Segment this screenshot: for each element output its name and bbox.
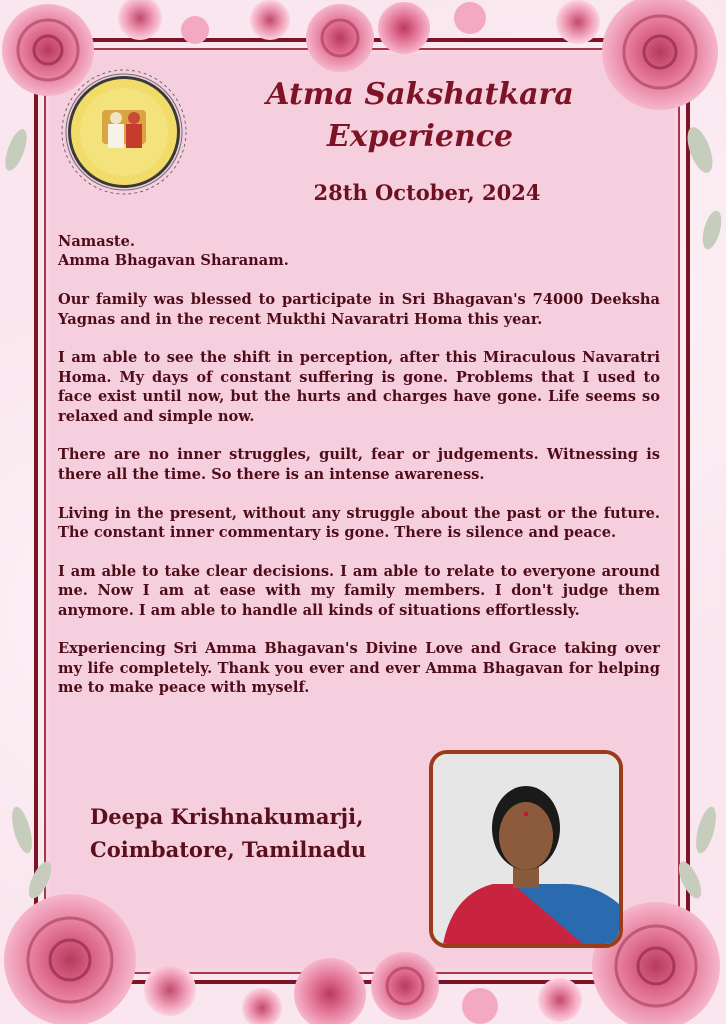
deity-emblem-icon	[58, 66, 190, 198]
page-title	[250, 74, 590, 158]
portrait-photo	[429, 750, 623, 948]
signature-name: Deepa Krishnakumarji,	[90, 804, 364, 829]
letter-paragraph: There are no inner struggles, guilt, fear or judgements. Witnessing is there all the time. So there is an intense awareness.	[58, 446, 660, 483]
letter-date: 28th October, 2024	[313, 180, 541, 205]
signature-block	[90, 800, 366, 866]
greeting-line-2: Amma Bhagavan Sharanam.	[58, 252, 289, 270]
signature-place: Coimbatore, Tamilnadu	[90, 837, 367, 862]
greeting-line-1: Namaste.	[58, 233, 136, 250]
letter-paragraph: Living in the present, without any struggle about the past or the future. The constant inner commentary is gone. There is silence and peace.	[58, 504, 660, 542]
letter-paragraph: Experiencing Sri Amma Bhagavan's Divine Love and Grace taking over my life completely. Thank you ever and ever Amma Bhagavan for helping me to make peace with myself.	[58, 640, 660, 697]
letter-paragraph: Our family was blessed to participate in Sri Bhagavan's 74000 Deeksha Yagnas and in the recent Mukthi Navaratri Homa this year.	[58, 291, 660, 328]
letter-body	[58, 232, 660, 717]
letter-paragraph: I am able to take clear decisions. I am able to relate to everyone around me. Now I am at ease with my family members. I don't judge them anymore. I am able to handle all kinds of situations effortlessly.	[58, 562, 660, 619]
title-line-2: Experience	[326, 119, 514, 154]
letter-paragraph: I am able to see the shift in perception, after this Miraculous Navaratri Homa. My days of constant suffering is gone. Problems that I used to face exist until now, but the hurts and charges have gone. Life seems so relaxed and simple now.	[58, 349, 660, 425]
title-line-1: Atma Sakshatkara	[266, 77, 574, 112]
person-silhouette-icon	[433, 754, 619, 944]
